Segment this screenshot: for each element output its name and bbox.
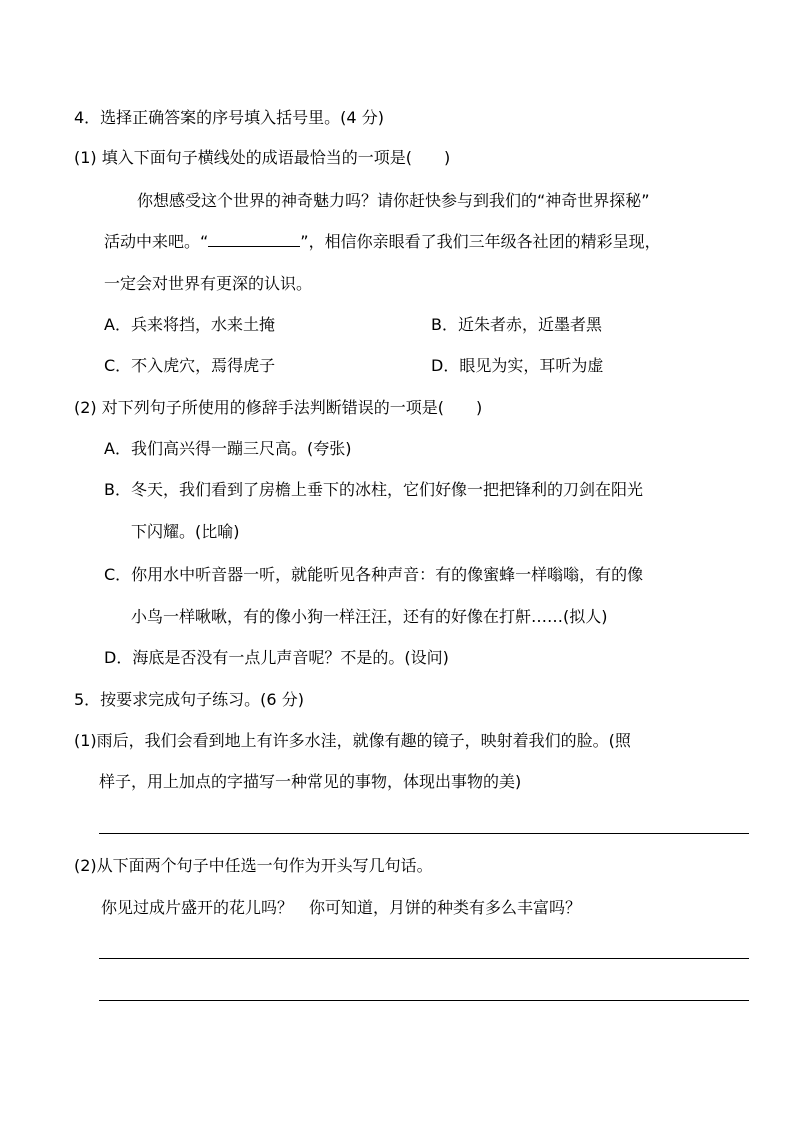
passage-text: ”，相信你亲眼看了我们三年级各社团的精彩呈现， [300, 232, 661, 251]
passage-line: 你想感受这个世界的神奇魅力吗？请你赶快参与到我们的“神奇世界探秘” [137, 191, 650, 210]
answer-line[interactable] [99, 833, 749, 834]
answer-line[interactable] [99, 1000, 749, 1001]
passage-line: 一定会对世界有更深的认识。 [104, 274, 313, 293]
q4-1-stem: (1) 填入下面句子横线处的成语最恰当的一项是( ) [74, 148, 451, 167]
question-5-title: 5．按要求完成句子练习。(6 分) [74, 690, 304, 709]
option-d: D．眼见为实，耳听为虚 [431, 356, 604, 375]
option-c: C．不入虎穴，焉得虎子 [104, 356, 276, 375]
option-a: A．兵来将挡，水来土掩 [104, 315, 275, 334]
q5-1-line: 样子，用上加点的字描写一种常见的事物，体现出事物的美) [99, 772, 522, 791]
question-4-title: 4．选择正确答案的序号填入括号里。(4 分) [74, 108, 384, 127]
answer-line[interactable] [99, 958, 749, 959]
fill-blank [208, 232, 300, 247]
q5-2-choices: 你见过成片盛开的花儿吗？ 你可知道，月饼的种类有多么丰富吗？ [101, 898, 582, 917]
option-b-cont: 下闪耀。(比喻) [131, 522, 240, 541]
option-a: A．我们高兴得一蹦三尺高。(夸张) [104, 439, 352, 458]
passage-text: 活动中来吧。“ [104, 232, 209, 251]
q4-2-stem: (2) 对下列句子所使用的修辞手法判断错误的一项是( ) [74, 398, 483, 417]
q5-2-stem: (2)从下面两个句子中任选一句作为开头写几句话。 [74, 856, 433, 875]
option-b: B．冬天，我们看到了房檐上垂下的冰柱，它们好像一把把锋利的刀剑在阳光 [104, 480, 643, 499]
option-c: C．你用水中听音器一听，就能听见各种声音：有的像蜜蜂一样嗡嗡，有的像 [104, 565, 644, 584]
option-b: B．近朱者赤，近墨者黑 [431, 315, 602, 334]
option-c-cont: 小鸟一样啾啾，有的像小狗一样汪汪，还有的好像在打鼾……(拟人) [131, 607, 608, 626]
passage-line [104, 232, 661, 252]
option-d: D．海底是否没有一点儿声音呢？不是的。(设问) [104, 648, 449, 667]
q5-1-line: (1)雨后，我们会看到地上有许多水洼，就像有趣的镜子，映射着我们的脸。(照 [74, 731, 631, 750]
